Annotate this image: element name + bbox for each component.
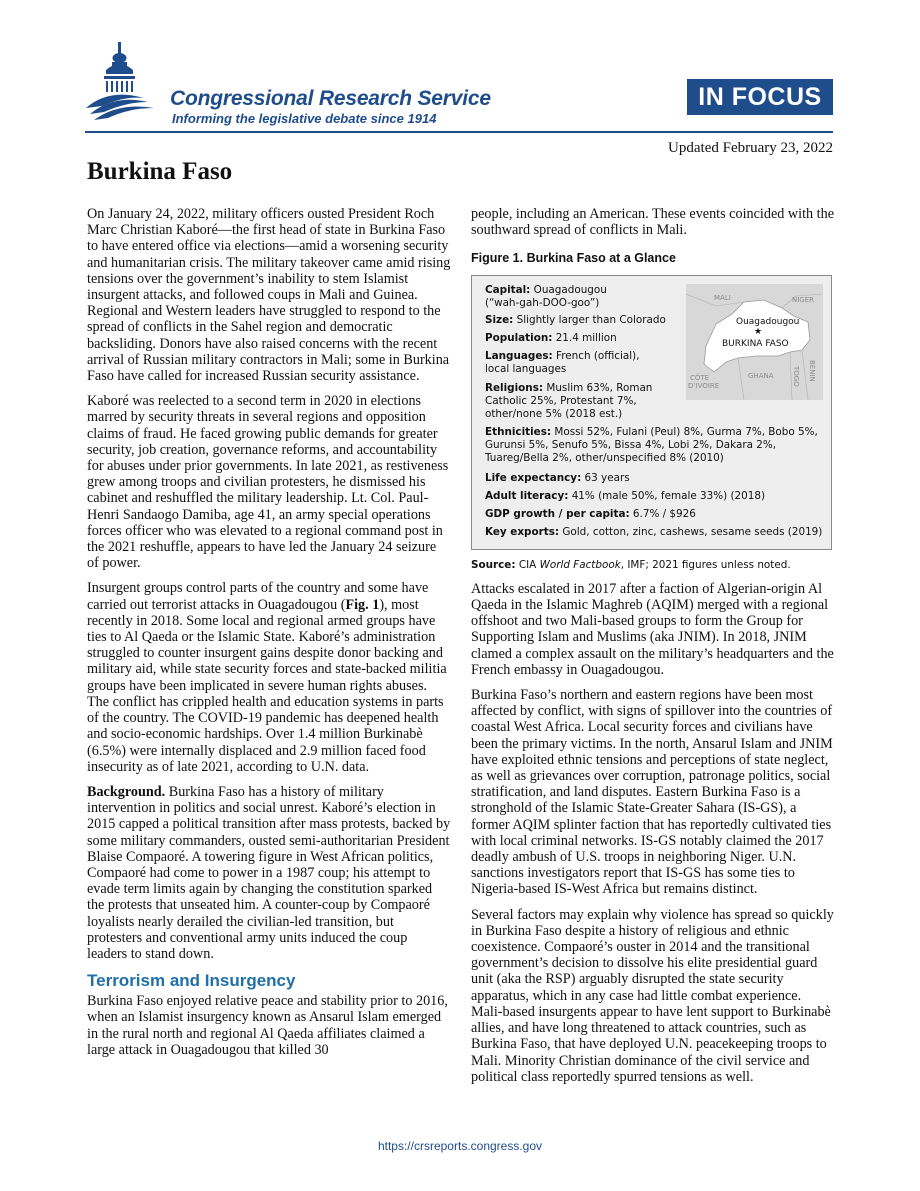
paragraph: Burkina Faso’s northern and eastern regions have been most affected by conflict, with signs of spillover into the countries of coastal West Africa. Local security forces and civilians have been the primary victims. In the north, Ansarul Islam and JNIM have exploited ethnic tensions and perceptions of state neglect, as well as grievances over corruption, patronage politics, social stratification, and land disputes. Eastern Burkina Faso is a stronghold of the Islamic State-Greater Sahara (IS-GS), a former AQIM splinter faction that has reportedly cultivated ties with local criminal networks. IS-GS notably claimed the 2017 deadly ambush of U.S. troops in neighboring Niger. U.N. sanctions investigators report that IS-GS has some ties to Nigeria-based IS-West Africa but remains distinct. xyxy=(471,687,833,898)
glance-figure xyxy=(471,275,832,550)
fact-ethnicities: Ethnicities: Mossi 52%, Fulani (Peul) 8%, Gurma 7%, Bobo 5%, Gurunsi 5%, Senufo 5%, Bissa 4%, Lobi 2%, Dakara 2%, Tuareg/Bella 2%, other/unspecified 8% (2010) xyxy=(485,425,818,464)
fact-religions: Religions: Muslim 63%, Roman Catholic 25%, Protestant 7%, other/none 5% (2018 est.) xyxy=(485,381,653,420)
header-divider xyxy=(85,131,833,133)
paragraph: Burkina Faso enjoyed relative peace and stability prior to 2016, when an Islamist insurgency known as Ansarul Islam emerged in the rural north and regional Al Qaeda affiliates claimed a large attack in Ouagadougou that killed 30 xyxy=(87,993,448,1058)
capitol-dome-icon xyxy=(84,40,174,125)
fact-capital: Capital: Ouagadougou (“wah-gah-DOO-goo”) xyxy=(485,283,607,309)
org-name: Congressional Research Service xyxy=(170,87,491,110)
map-label-ghana: GHANA xyxy=(748,371,774,380)
page-title: Burkina Faso xyxy=(87,158,233,185)
fact-adult-literacy: Adult literacy: 41% (male 50%, female 33%) (2018) xyxy=(485,489,766,502)
footer-url-link[interactable]: https://crsreports.congress.gov xyxy=(377,1139,543,1153)
paragraph: On January 24, 2022, military officers ousted President Roch Marc Christian Kaboré—the first head of state in Burkina Faso to have entered office via elections—amid a worsening security and humanitarian crisis. The military takeover came amid rising tensions over the government’s inability to stem Islamist insurgent attacks, and followed coups in Mali and Guinea. Regional and Western leaders have struggled to respond to the spread of conflicts in the Sahel region and democratic backsliding. Donors have also raised concerns with the recent arrival of Russian military contractors in Mali; some in Burkina Faso have called for increased Russian security assistance. xyxy=(87,206,451,385)
paragraph: Background. Burkina Faso has a history of military intervention in politics and social unrest. Kaboré’s election in 2015 capped a political transition after mass protests, backed by some military commanders, ousted semi-authoritarian President Blaise Compaoré. A towering figure in West African politics, Compaoré had come to power in a 1987 coup; his attempt to evade term limits again by changing the constitution sparked the protests that unseated him. A counter-coup by Compaoré loyalists nearly derailed the civilian-led transition, but protesters and conventional army units induced the coup leaders to stand down. xyxy=(87,783,451,962)
figure-source: Source: CIA World Factbook, IMF; 2021 figures unless noted. xyxy=(471,558,791,571)
map-label-capital: Ouagadougou xyxy=(736,316,800,327)
fact-languages: Languages: French (official), local languages xyxy=(485,349,640,375)
map-label-divoire: D’IVOIRE xyxy=(688,381,720,390)
section-lead: Background. xyxy=(87,783,166,800)
map-label-togo: TOGO xyxy=(792,365,800,387)
paragraph: Several factors may explain why violence has spread so quickly in Burkina Faso despite a history of religious and ethnic coexistence. Compaoré’s ouster in 2014 and the transitional government’s decision to dissolve his elite presidential guard unit (aka the RSP) arguably disrupted the state security apparatus, which in any case had little combat experience. Mali-based insurgents appear to have lent support to Burkinabè allies, and have long threatened to attack countries, such as Burkina Faso, that have deployed U.N. peacekeeping troops to Mali. Minority Christian dominance of the civil service and political class reportedly spurred tensions as well. xyxy=(471,906,834,1085)
fact-population: Population: 21.4 million xyxy=(485,331,617,344)
map-label-country: BURKINA FASO xyxy=(722,338,789,349)
paragraph: Insurgent groups control parts of the country and some have carried out terrorist attacks in Ouagadougou (Fig. 1), most recently in 2018. Some local and regional armed groups have ties to Al Qaeda or the Islamic State. Kaboré’s administration struggled to counter insurgent gains despite donor backing and military aid, while state security forces and state-backed militia groups have been implicated in severe human rights abuses. The conflict has crippled health and education systems in parts of the country. The COVID-19 pandemic has deepened health and socio-economic hardships. Over 1.4 million Burkinabè (6.5%) were internally displaced and 2.9 million faced food insecurity as of late 2021, according to U.N. data. xyxy=(87,580,447,775)
in-focus-badge: IN FOCUS xyxy=(687,79,833,115)
updated-date: Updated February 23, 2022 xyxy=(668,140,833,156)
fact-life-expectancy: Life expectancy: 63 years xyxy=(485,471,630,484)
fact-size: Size: Slightly larger than Colorado xyxy=(485,313,666,326)
paragraph: people, including an American. These events coincided with the southward spread of conflicts in Mali. xyxy=(471,206,834,239)
capital-star-icon: ★ xyxy=(754,326,763,337)
map-label-mali: MALI xyxy=(714,293,731,302)
fact-key-exports: Key exports: Gold, cotton, zinc, cashews, sesame seeds (2019) xyxy=(485,525,823,538)
right-column xyxy=(471,206,835,1094)
country-map xyxy=(686,284,823,400)
figure-reference-link: Fig. 1 xyxy=(345,596,380,613)
fact-gdp: GDP growth / per capita: 6.7% / $926 xyxy=(485,507,696,520)
map-label-cote: CÔTE xyxy=(690,373,710,382)
crs-logo xyxy=(84,40,504,130)
left-column xyxy=(87,206,451,1067)
map-label-niger: NIGER xyxy=(792,295,815,304)
paragraph: Attacks escalated in 2017 after a faction of Algerian-origin Al Qaeda in the Islamic Maghreb (AQIM) merged with a regional offshoot and two Mali-based groups to form the Group for Supporting Islam and Muslims (aka JNIM). In 2018, JNIM clamed a complex assault on the military’s headquarters and the French embassy in Ouagadougou. xyxy=(471,580,834,678)
map-label-benin: BENIN xyxy=(808,359,816,382)
org-tagline: Informing the legislative debate since 1914 xyxy=(172,111,437,126)
section-heading: Terrorism and Insurgency xyxy=(87,971,296,991)
paragraph: Kaboré was reelected to a second term in 2020 in elections marred by security threats in several regions and opposition claims of fraud. He faced growing public demands for greater security, job creation, governance reforms, and accountability for abuses under prior governments. In late 2021, as restiveness grew among troops and civilian protesters, he dismissed his cabinet and reshuffled the military leadership. Lt. Col. Paul-Henri Sandaogo Damiba, age 41, an army special operations forces officer who was elevated to a regional command post in the 2021 reshuffle, appears to have led the January 24 seizure of power. xyxy=(87,393,449,572)
figure-title: Figure 1. Burkina Faso at a Glance xyxy=(471,251,676,266)
